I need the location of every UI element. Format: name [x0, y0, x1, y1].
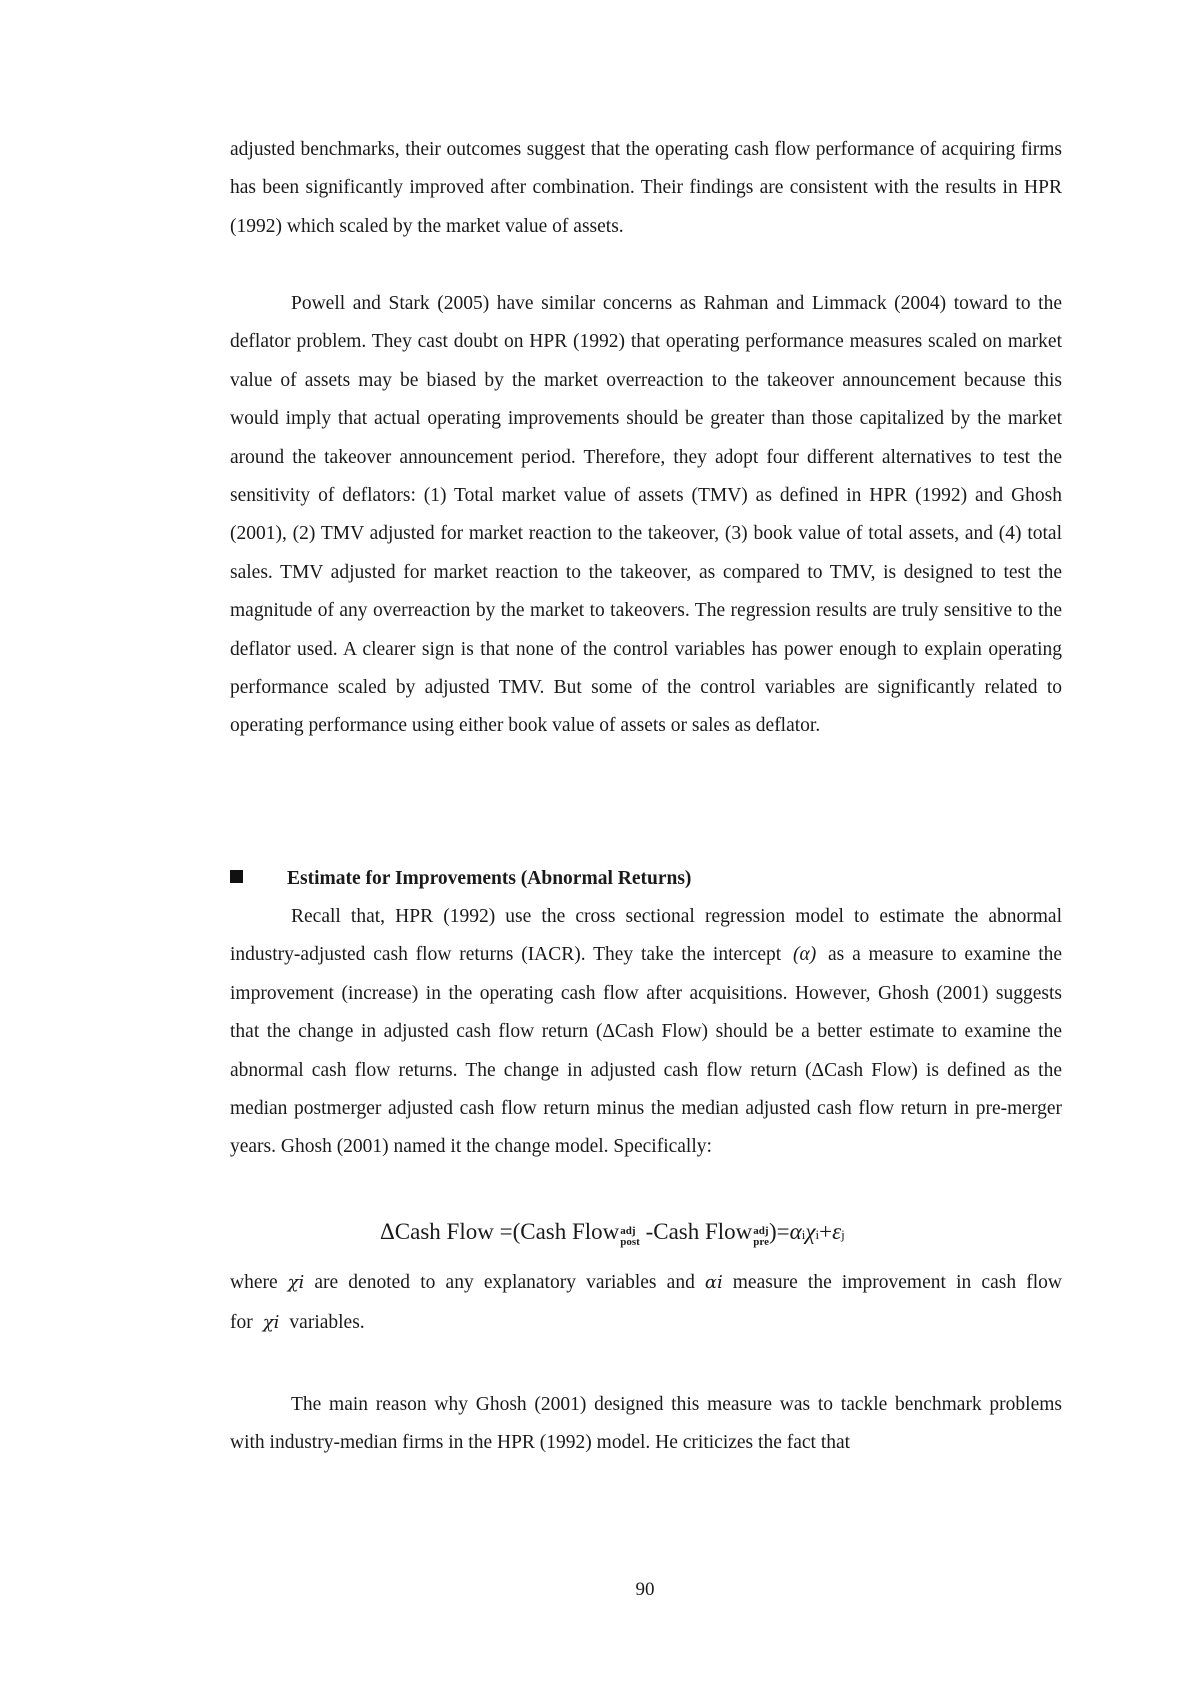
- change-model-equation: [380, 1212, 940, 1255]
- equation-plus: +: [819, 1219, 833, 1244]
- paragraph-text: The main reason why Ghosh (2001) designed this measure was to tackle benchmark problems with industry-median firms in the HPR (1992) model. He criticizes the fact that: [230, 1394, 1062, 1454]
- equation-superscript: adj: [620, 1225, 636, 1237]
- paragraph-text-part: as a measure to examine the improvement (increase) in the operating cash flow after acquisitions. However, Ghosh (2001) suggests that the change in adjusted cash flow return (ΔCash Flow) should be a better estimate to examine the abnormal cash flow returns. The change in adjusted cash flow return (ΔCash Flow) is defined as the median postmerger adjusted cash flow return minus the median adjusted cash flow return in pre-merger years. Ghosh (2001) named it the change model. Specifically:: [230, 944, 1063, 1158]
- equation-supsub-post: [620, 1226, 640, 1248]
- equation-equals: =: [499, 1219, 513, 1244]
- equation-subscript: pre: [753, 1236, 769, 1248]
- chi-symbol: χi: [262, 1312, 280, 1333]
- paragraph-text-part: measure the improvement in cash flow for: [230, 1272, 1062, 1333]
- equation-subscript: post: [620, 1236, 640, 1248]
- equation-chi-sub: i: [815, 1227, 820, 1242]
- alpha-symbol: αi: [704, 1272, 723, 1293]
- heading-text: Estimate for Improvements (Abnormal Returns): [287, 868, 692, 889]
- section-heading: [230, 860, 1062, 898]
- square-bullet-icon: [230, 870, 243, 883]
- paragraph-text-part: are denoted to any explanatory variables and: [314, 1272, 695, 1293]
- equation-chi: χ: [805, 1219, 816, 1244]
- equation-rhs-equals: =: [776, 1219, 790, 1244]
- equation-open: (Cash Flow: [512, 1219, 620, 1244]
- equation-minus: -Cash Flow: [645, 1219, 753, 1244]
- page-number: 90: [635, 1579, 655, 1600]
- paragraph-text: [230, 898, 1062, 1167]
- paragraph-text: adjusted benchmarks, their outcomes suggest that the operating cash flow performance of acquiring firms has been significantly improved after combination. Their findings are consistent with the results in HPR (1992) which scaled by the market value of assets.: [230, 139, 1062, 237]
- equation-alpha: α: [789, 1219, 802, 1244]
- paragraph-where-clause: [230, 1263, 1062, 1343]
- paragraph-recall-hpr: [230, 898, 1062, 1167]
- equation-epsilon: ε: [832, 1219, 842, 1244]
- paragraph-text-part: variables.: [289, 1312, 365, 1333]
- equation-supsub-pre: [753, 1226, 769, 1248]
- paragraph-continuation: [230, 131, 1062, 246]
- paragraph-text-part: where: [230, 1272, 278, 1293]
- alpha-symbol: (α): [792, 944, 817, 966]
- equation-alpha-sub: i: [801, 1227, 806, 1242]
- paragraph-text: [230, 1263, 1062, 1343]
- equation-close: ): [768, 1219, 777, 1244]
- paragraph-powell-stark: [230, 285, 1062, 746]
- paragraph-text-part: Recall that, HPR (1992) use the cross sectional regression model to estimate the abnormal industry-adjusted cash flow returns (IACR). They take the intercept: [230, 906, 1062, 966]
- paragraph-text: Powell and Stark (2005) have similar concerns as Rahman and Limmack (2004) toward to the deflator problem. They cast doubt on HPR (1992) that operating performance measures scaled on market value of assets may be biased by the market overreaction to the takeover announcement because this would imply that actual operating improvements should be greater than those capitalized by the market around the takeover announcement period. Therefore, they adopt four different alternatives to test the sensitivity of deflators: (1) Total market value of assets (TMV) as defined in HPR (1992) and Ghosh (2001), (2) TMV adjusted for market reaction to the takeover, (3) book value of total assets, and (4) total sales. TMV adjusted for market reaction to the takeover, as compared to TMV, is designed to test the magnitude of any overreaction by the market to takeovers. The regression results are truly sensitive to the deflator used. A clearer sign is that none of the control variables has power enough to explain operating performance scaled by adjusted TMV. But some of the control variables are significantly related to operating performance using either book value of assets or sales as deflator.: [230, 293, 1062, 737]
- paragraph-ghosh-reason: [230, 1386, 1062, 1463]
- chi-symbol: χi: [287, 1272, 305, 1293]
- equation-superscript: adj: [753, 1225, 769, 1237]
- equation-epsilon-sub: j: [841, 1227, 845, 1242]
- equation-lhs: ΔCash Flow: [380, 1219, 494, 1244]
